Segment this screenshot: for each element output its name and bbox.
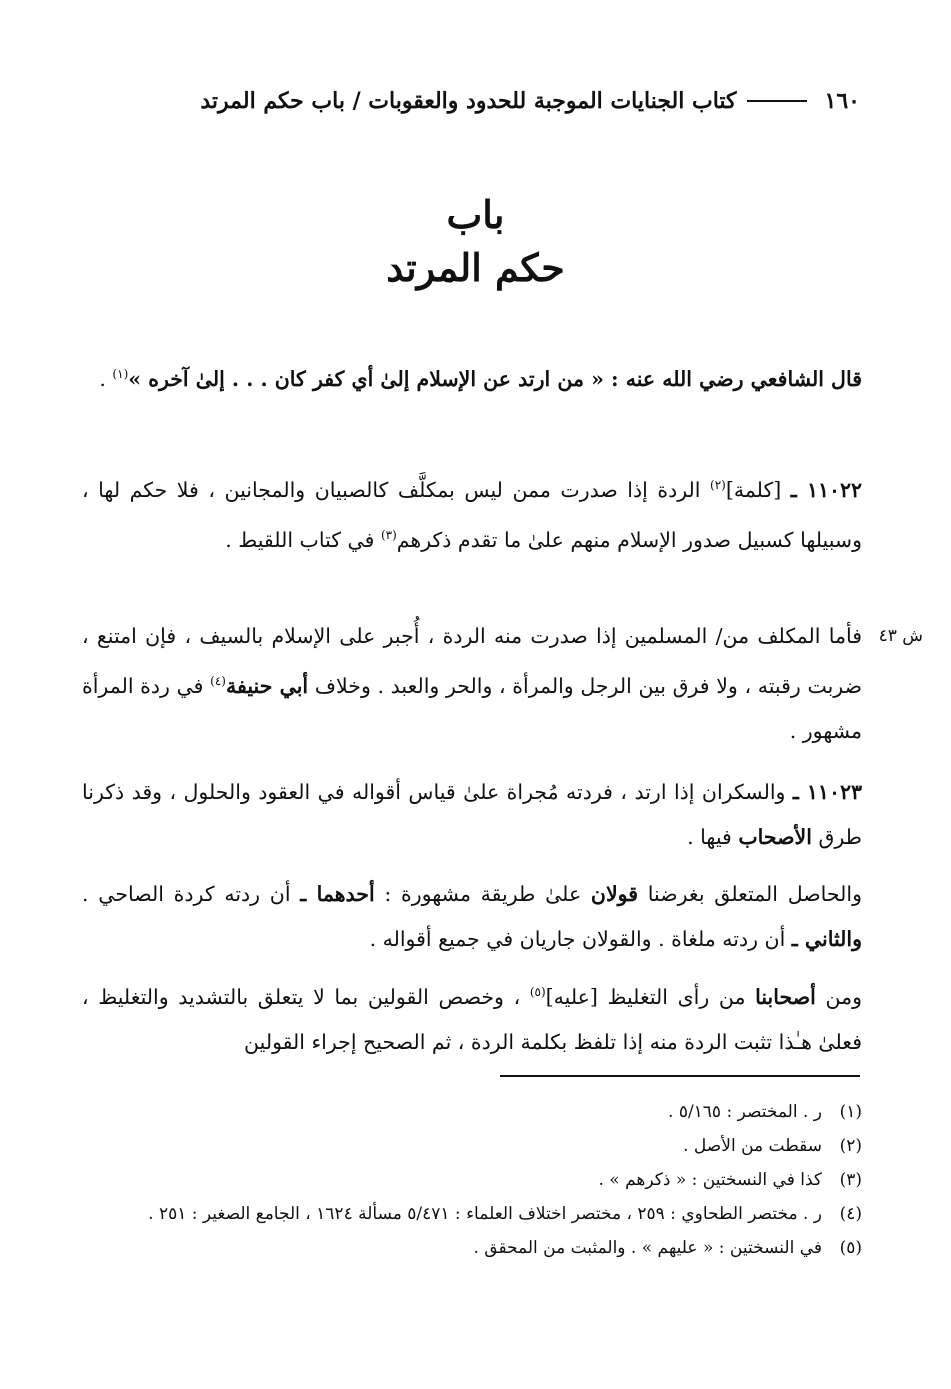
footnote-number: (٣) [839, 1170, 862, 1190]
chapter-title: حكم المرتد [386, 245, 565, 290]
p2-text-a: فأما المكلف من/ المسلمين إذا صدرت منه الردة ، أُجبر على الإسلام بالسيف ، فإن امتنع ، ضربت رقبته ، ولا فرق بين الرجل والمرأة ، والحر والعبد . وخلاف [82, 624, 863, 698]
footnote-number: (١) [839, 1102, 862, 1122]
footnote-text: كذا في النسختين : « ذكرهم » . [598, 1170, 822, 1190]
footnote-number: (٥) [839, 1238, 862, 1258]
footnote-text: ر . المختصر : ٥/١٦٥ . [668, 1102, 822, 1122]
footnote-ref: (٣) [380, 527, 397, 542]
p3-text-b: فيها . [687, 825, 739, 849]
footnote-ref: (٢) [710, 478, 726, 492]
p2-bold: أبي حنيفة [225, 673, 309, 698]
p4-text-d: أن ردته ملغاة . والقولان جاريان في جميع أقواله . [369, 927, 792, 951]
footnote-ref: (١) [112, 367, 129, 381]
p4-text-b: علىٰ طريقة مشهورة : [374, 882, 591, 906]
p3-bold: الأصحاب [738, 825, 812, 849]
p3-text-a: والسكران إذا ارتد ، فردته مُجراة علىٰ قياس أقواله في العقود والحلول ، وقد ذكرنا طرق [82, 780, 862, 849]
p4-bold-3: والثاني ـ [791, 927, 862, 951]
footnote [82, 1234, 862, 1262]
footnotes [82, 1098, 862, 1268]
p5-bold: أصحابنا [755, 984, 816, 1009]
p2-text-b: في ردة المرأة مشهور . [82, 673, 862, 743]
paragraph-5 [82, 970, 862, 1065]
footnote-ref: (٥) [529, 985, 546, 999]
page-number: ١٦٠ [824, 88, 860, 114]
footnote-text: ر . مختصر الطحاوي : ٢٥٩ ، مختصر اختلاف العلماء : ٥/٤٧١ مسألة ١٦٢٤ ، الجامع الصغير : ٢٥١ . [148, 1204, 822, 1224]
p1-text-c: في كتاب اللقيط . [225, 527, 381, 552]
chapter-label: باب [446, 192, 505, 237]
p3-number: ١١٠٢٣ ـ [792, 780, 862, 804]
footnote-text: سقطت من الأصل . [683, 1136, 822, 1156]
footnote-separator [500, 1075, 860, 1077]
p4-text-a: والحاصل المتعلق بغرضنا [638, 882, 862, 906]
p0-end: . [99, 366, 113, 391]
header-rule [747, 100, 807, 102]
footnote [82, 1166, 862, 1194]
paragraph-2 [82, 614, 862, 754]
p4-text-c: أن ردته كردة الصاحي . [82, 882, 301, 906]
paragraph-3 [82, 770, 862, 860]
margin-note: ش ٤٣ [878, 626, 923, 646]
p1-text-a: [كلمة] [725, 477, 791, 502]
p4-bold-1: قولان [590, 882, 639, 906]
p4-bold-2: أحدهما ـ [300, 882, 375, 906]
p1-text-b: الردة إذا صدرت ممن ليس بمكلَّف كالصبيان والمجانين ، فلا حكم لها ، وسبيلها كسبيل صدور الإسلام منهم علىٰ ما تقدم ذكرهم [82, 477, 862, 552]
p5-text-b: من رأى التغليظ [عليه] [545, 984, 756, 1009]
footnote [82, 1200, 862, 1228]
footnote [82, 1098, 862, 1126]
paragraph-1 [82, 463, 862, 563]
footnote-text: في النسختين : « عليهم » . والمثبت من المحقق . [473, 1238, 822, 1258]
p5-text-c: ، وخصص القولين بما لا يتعلق بالتشديد والتغليظ ، فعلىٰ هـٰذا تثبت الردة منه إذا تلفظ بكلمة الردة ، ثم الصحيح إجراء القولين [82, 984, 862, 1054]
running-header [90, 84, 860, 118]
running-title: كتاب الجنايات الموجبة للحدود والعقوبات / باب حكم المرتد [200, 88, 737, 114]
p0-text: قال الشافعي رضي الله عنه : « من ارتد عن الإسلام إلىٰ أي كفر كان . . . إلىٰ آخره » [128, 366, 862, 391]
paragraph-4 [82, 872, 862, 962]
footnote-number: (٢) [839, 1136, 862, 1156]
footnote [82, 1132, 862, 1160]
p5-text-a: ومن [815, 984, 862, 1009]
footnote-number: (٤) [839, 1204, 862, 1224]
footnote-ref: (٤) [210, 674, 226, 688]
p1-number: ١١٠٢٢ ـ [790, 477, 862, 502]
paragraph-0 [82, 352, 862, 402]
